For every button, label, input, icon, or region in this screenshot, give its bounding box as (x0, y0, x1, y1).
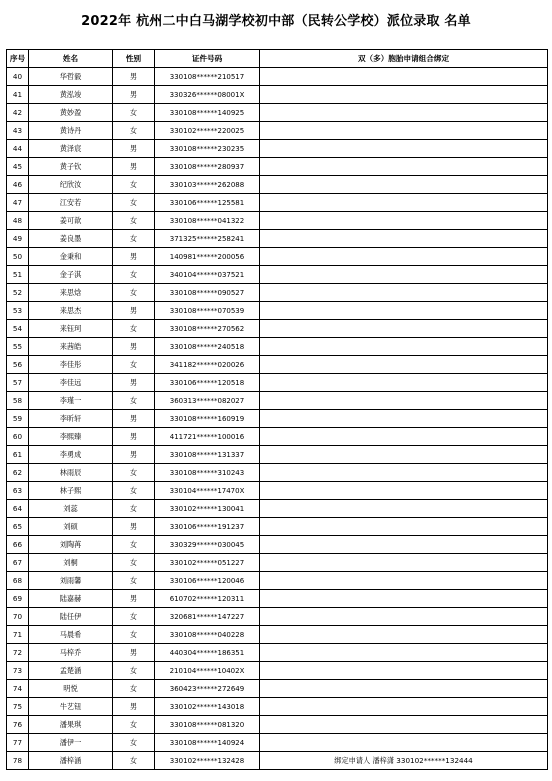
table-row (7, 734, 548, 752)
cell-id-number: 330106******191237 (155, 518, 260, 536)
cell-id-number: 330106******125581 (155, 194, 260, 212)
cell-id-number: 330108******240518 (155, 338, 260, 356)
cell-id-number: 330108******230235 (155, 140, 260, 158)
cell-twin-binding (260, 68, 548, 86)
cell-gender: 女 (113, 752, 155, 770)
table-row (7, 392, 548, 410)
table-row (7, 104, 548, 122)
cell-index: 61 (7, 446, 29, 464)
table-row (7, 194, 548, 212)
cell-index: 42 (7, 104, 29, 122)
cell-gender: 女 (113, 662, 155, 680)
cell-index: 74 (7, 680, 29, 698)
cell-gender: 男 (113, 428, 155, 446)
cell-twin-binding (260, 212, 548, 230)
cell-name: 黄泽宸 (29, 140, 113, 158)
cell-gender: 女 (113, 608, 155, 626)
cell-twin-binding (260, 86, 548, 104)
table-row (7, 554, 548, 572)
cell-id-number: 330108******081320 (155, 716, 260, 734)
cell-gender: 女 (113, 680, 155, 698)
cell-name: 牛艺钮 (29, 698, 113, 716)
cell-twin-binding (260, 644, 548, 662)
cell-twin-binding (260, 554, 548, 572)
cell-index: 65 (7, 518, 29, 536)
cell-name: 刘雨馨 (29, 572, 113, 590)
cell-gender: 男 (113, 410, 155, 428)
cell-index: 40 (7, 68, 29, 86)
cell-name: 姜良墨 (29, 230, 113, 248)
page-title: 2022年 杭州二中白马湖学校初中部（民转公学校）派位录取 名单 (81, 14, 471, 29)
cell-index: 73 (7, 662, 29, 680)
cell-twin-binding (260, 392, 548, 410)
cell-gender: 男 (113, 446, 155, 464)
table-row (7, 446, 548, 464)
cell-id-number: 330102******143018 (155, 698, 260, 716)
cell-gender: 男 (113, 86, 155, 104)
header-name: 姓名 (29, 50, 113, 68)
cell-twin-binding (260, 248, 548, 266)
cell-id-number: 360313******082027 (155, 392, 260, 410)
cell-gender: 男 (113, 248, 155, 266)
table-row (7, 302, 548, 320)
cell-index: 44 (7, 140, 29, 158)
cell-index: 75 (7, 698, 29, 716)
table-row (7, 338, 548, 356)
cell-name: 金子淇 (29, 266, 113, 284)
cell-index: 48 (7, 212, 29, 230)
cell-index: 59 (7, 410, 29, 428)
cell-twin-binding (260, 266, 548, 284)
cell-twin-binding (260, 122, 548, 140)
cell-gender: 女 (113, 626, 155, 644)
cell-twin-binding (260, 356, 548, 374)
cell-id-number: 330108******140925 (155, 104, 260, 122)
cell-twin-binding (260, 482, 548, 500)
cell-index: 56 (7, 356, 29, 374)
cell-id-number: 360423******272649 (155, 680, 260, 698)
cell-name: 林子熙 (29, 482, 113, 500)
cell-id-number: 210104******10402X (155, 662, 260, 680)
cell-twin-binding (260, 230, 548, 248)
cell-gender: 女 (113, 482, 155, 500)
cell-gender: 男 (113, 590, 155, 608)
cell-gender: 女 (113, 572, 155, 590)
cell-id-number: 610702******120311 (155, 590, 260, 608)
cell-gender: 女 (113, 284, 155, 302)
cell-gender: 女 (113, 266, 155, 284)
cell-gender: 男 (113, 338, 155, 356)
cell-gender: 女 (113, 212, 155, 230)
table-row (7, 266, 548, 284)
cell-id-number: 411721******100016 (155, 428, 260, 446)
cell-name: 潘梓涵 (29, 752, 113, 770)
table-row (7, 518, 548, 536)
cell-gender: 女 (113, 176, 155, 194)
table-row (7, 374, 548, 392)
table-row (7, 284, 548, 302)
cell-name: 陆任伊 (29, 608, 113, 626)
cell-gender: 男 (113, 140, 155, 158)
cell-index: 72 (7, 644, 29, 662)
table-row (7, 644, 548, 662)
cell-gender: 女 (113, 392, 155, 410)
cell-id-number: 330326******08001X (155, 86, 260, 104)
table-row (7, 320, 548, 338)
cell-gender: 女 (113, 104, 155, 122)
cell-gender: 女 (113, 122, 155, 140)
cell-gender: 女 (113, 716, 155, 734)
cell-index: 63 (7, 482, 29, 500)
cell-gender: 男 (113, 158, 155, 176)
table-row (7, 356, 548, 374)
cell-id-number: 330108******160919 (155, 410, 260, 428)
cell-id-number: 330108******140924 (155, 734, 260, 752)
cell-name: 林雨辰 (29, 464, 113, 482)
cell-gender: 男 (113, 374, 155, 392)
cell-id-number: 330108******131337 (155, 446, 260, 464)
cell-name: 潘果琪 (29, 716, 113, 734)
cell-id-number: 330108******280937 (155, 158, 260, 176)
table-row (7, 662, 548, 680)
table-row (7, 248, 548, 266)
cell-id-number: 330108******310243 (155, 464, 260, 482)
table-row (7, 176, 548, 194)
cell-twin-binding (260, 680, 548, 698)
cell-twin-binding (260, 734, 548, 752)
table-row (7, 86, 548, 104)
cell-twin-binding (260, 176, 548, 194)
cell-twin-binding (260, 590, 548, 608)
cell-index: 51 (7, 266, 29, 284)
cell-id-number: 330106******120046 (155, 572, 260, 590)
cell-index: 71 (7, 626, 29, 644)
table-header (7, 50, 548, 68)
cell-twin-binding (260, 104, 548, 122)
cell-name: 明悦 (29, 680, 113, 698)
cell-gender: 女 (113, 500, 155, 518)
cell-twin-binding: 绑定申请人 潘梓潇 330102******132444 (260, 752, 548, 770)
cell-gender: 男 (113, 698, 155, 716)
cell-index: 55 (7, 338, 29, 356)
cell-index: 49 (7, 230, 29, 248)
cell-index: 45 (7, 158, 29, 176)
cell-id-number: 330329******030045 (155, 536, 260, 554)
cell-name: 黄诗丹 (29, 122, 113, 140)
table-row (7, 68, 548, 86)
cell-index: 68 (7, 572, 29, 590)
cell-name: 潘伊一 (29, 734, 113, 752)
cell-index: 54 (7, 320, 29, 338)
cell-index: 52 (7, 284, 29, 302)
cell-id-number: 330108******070539 (155, 302, 260, 320)
cell-index: 46 (7, 176, 29, 194)
cell-gender: 女 (113, 320, 155, 338)
cell-name: 金秉和 (29, 248, 113, 266)
cell-twin-binding (260, 410, 548, 428)
header-twin-binding: 双（多）胞胎申请组合绑定 (260, 50, 548, 68)
cell-gender: 女 (113, 734, 155, 752)
cell-id-number: 440304******186351 (155, 644, 260, 662)
table-row (7, 212, 548, 230)
cell-id-number: 330104******17470X (155, 482, 260, 500)
cell-name: 李勇成 (29, 446, 113, 464)
cell-name: 李佳彤 (29, 356, 113, 374)
cell-name: 刘蕊 (29, 500, 113, 518)
table-row (7, 158, 548, 176)
cell-name: 刘桐 (29, 554, 113, 572)
cell-id-number: 330102******220025 (155, 122, 260, 140)
cell-name: 刘硕 (29, 518, 113, 536)
cell-twin-binding (260, 140, 548, 158)
cell-name: 陆嘉赫 (29, 590, 113, 608)
table-row (7, 536, 548, 554)
cell-index: 53 (7, 302, 29, 320)
cell-twin-binding (260, 374, 548, 392)
cell-index: 76 (7, 716, 29, 734)
table-row (7, 716, 548, 734)
cell-twin-binding (260, 518, 548, 536)
cell-twin-binding (260, 302, 548, 320)
cell-index: 78 (7, 752, 29, 770)
cell-id-number: 330108******270562 (155, 320, 260, 338)
cell-twin-binding (260, 500, 548, 518)
cell-gender: 女 (113, 554, 155, 572)
cell-name: 刘陶苒 (29, 536, 113, 554)
cell-name: 江安若 (29, 194, 113, 212)
header-gender: 性别 (113, 50, 155, 68)
cell-name: 黄妙盈 (29, 104, 113, 122)
cell-name: 李昕轩 (29, 410, 113, 428)
cell-gender: 女 (113, 536, 155, 554)
table-row (7, 464, 548, 482)
cell-index: 77 (7, 734, 29, 752)
table-row (7, 698, 548, 716)
cell-name: 来茜皓 (29, 338, 113, 356)
cell-twin-binding (260, 698, 548, 716)
cell-twin-binding (260, 446, 548, 464)
cell-name: 姜可歆 (29, 212, 113, 230)
cell-twin-binding (260, 662, 548, 680)
table-row (7, 230, 548, 248)
table-row (7, 572, 548, 590)
cell-index: 57 (7, 374, 29, 392)
cell-twin-binding (260, 320, 548, 338)
cell-id-number: 330108******041322 (155, 212, 260, 230)
cell-twin-binding (260, 338, 548, 356)
cell-id-number: 330106******120518 (155, 374, 260, 392)
cell-id-number: 330102******051227 (155, 554, 260, 572)
cell-index: 50 (7, 248, 29, 266)
cell-name: 华哲毅 (29, 68, 113, 86)
cell-index: 58 (7, 392, 29, 410)
table-row (7, 626, 548, 644)
cell-index: 41 (7, 86, 29, 104)
cell-index: 60 (7, 428, 29, 446)
cell-index: 69 (7, 590, 29, 608)
table-body (7, 68, 548, 770)
table-row (7, 122, 548, 140)
cell-id-number: 330102******130041 (155, 500, 260, 518)
cell-name: 黄子钦 (29, 158, 113, 176)
cell-twin-binding (260, 536, 548, 554)
cell-id-number: 330103******262088 (155, 176, 260, 194)
table-row (7, 500, 548, 518)
table-row (7, 752, 548, 770)
cell-gender: 男 (113, 302, 155, 320)
cell-twin-binding (260, 158, 548, 176)
cell-id-number: 320681******147227 (155, 608, 260, 626)
cell-index: 67 (7, 554, 29, 572)
cell-index: 43 (7, 122, 29, 140)
cell-twin-binding (260, 428, 548, 446)
cell-index: 70 (7, 608, 29, 626)
cell-name: 李佳远 (29, 374, 113, 392)
cell-gender: 女 (113, 356, 155, 374)
table-row (7, 608, 548, 626)
cell-index: 62 (7, 464, 29, 482)
table-row (7, 590, 548, 608)
cell-twin-binding (260, 626, 548, 644)
cell-gender: 女 (113, 194, 155, 212)
cell-id-number: 341182******020026 (155, 356, 260, 374)
cell-twin-binding (260, 194, 548, 212)
cell-id-number: 340104******037521 (155, 266, 260, 284)
cell-twin-binding (260, 716, 548, 734)
cell-index: 66 (7, 536, 29, 554)
header-id-number: 证件号码 (155, 50, 260, 68)
table-row (7, 482, 548, 500)
table-row (7, 680, 548, 698)
cell-id-number: 330102******132428 (155, 752, 260, 770)
table-row (7, 428, 548, 446)
cell-index: 47 (7, 194, 29, 212)
cell-id-number: 371325******258241 (155, 230, 260, 248)
admission-list-table (6, 49, 548, 770)
cell-gender: 女 (113, 230, 155, 248)
header-row (7, 50, 548, 68)
cell-index: 64 (7, 500, 29, 518)
cell-gender: 男 (113, 518, 155, 536)
cell-name: 李熙臻 (29, 428, 113, 446)
cell-gender: 女 (113, 464, 155, 482)
cell-name: 纪欣汝 (29, 176, 113, 194)
cell-gender: 男 (113, 68, 155, 86)
cell-id-number: 330108******040228 (155, 626, 260, 644)
cell-name: 马晨希 (29, 626, 113, 644)
cell-name: 孟楚涵 (29, 662, 113, 680)
table-row (7, 410, 548, 428)
cell-name: 来思焓 (29, 284, 113, 302)
table-row (7, 140, 548, 158)
cell-gender: 男 (113, 644, 155, 662)
cell-name: 马梓乔 (29, 644, 113, 662)
cell-name: 黄泓竣 (29, 86, 113, 104)
cell-twin-binding (260, 572, 548, 590)
cell-name: 李瑾一 (29, 392, 113, 410)
cell-id-number: 330108******090527 (155, 284, 260, 302)
cell-twin-binding (260, 464, 548, 482)
cell-twin-binding (260, 608, 548, 626)
cell-id-number: 140981******200056 (155, 248, 260, 266)
cell-twin-binding (260, 284, 548, 302)
cell-id-number: 330108******210517 (155, 68, 260, 86)
header-index: 序号 (7, 50, 29, 68)
cell-name: 来思杰 (29, 302, 113, 320)
cell-name: 来钰珂 (29, 320, 113, 338)
